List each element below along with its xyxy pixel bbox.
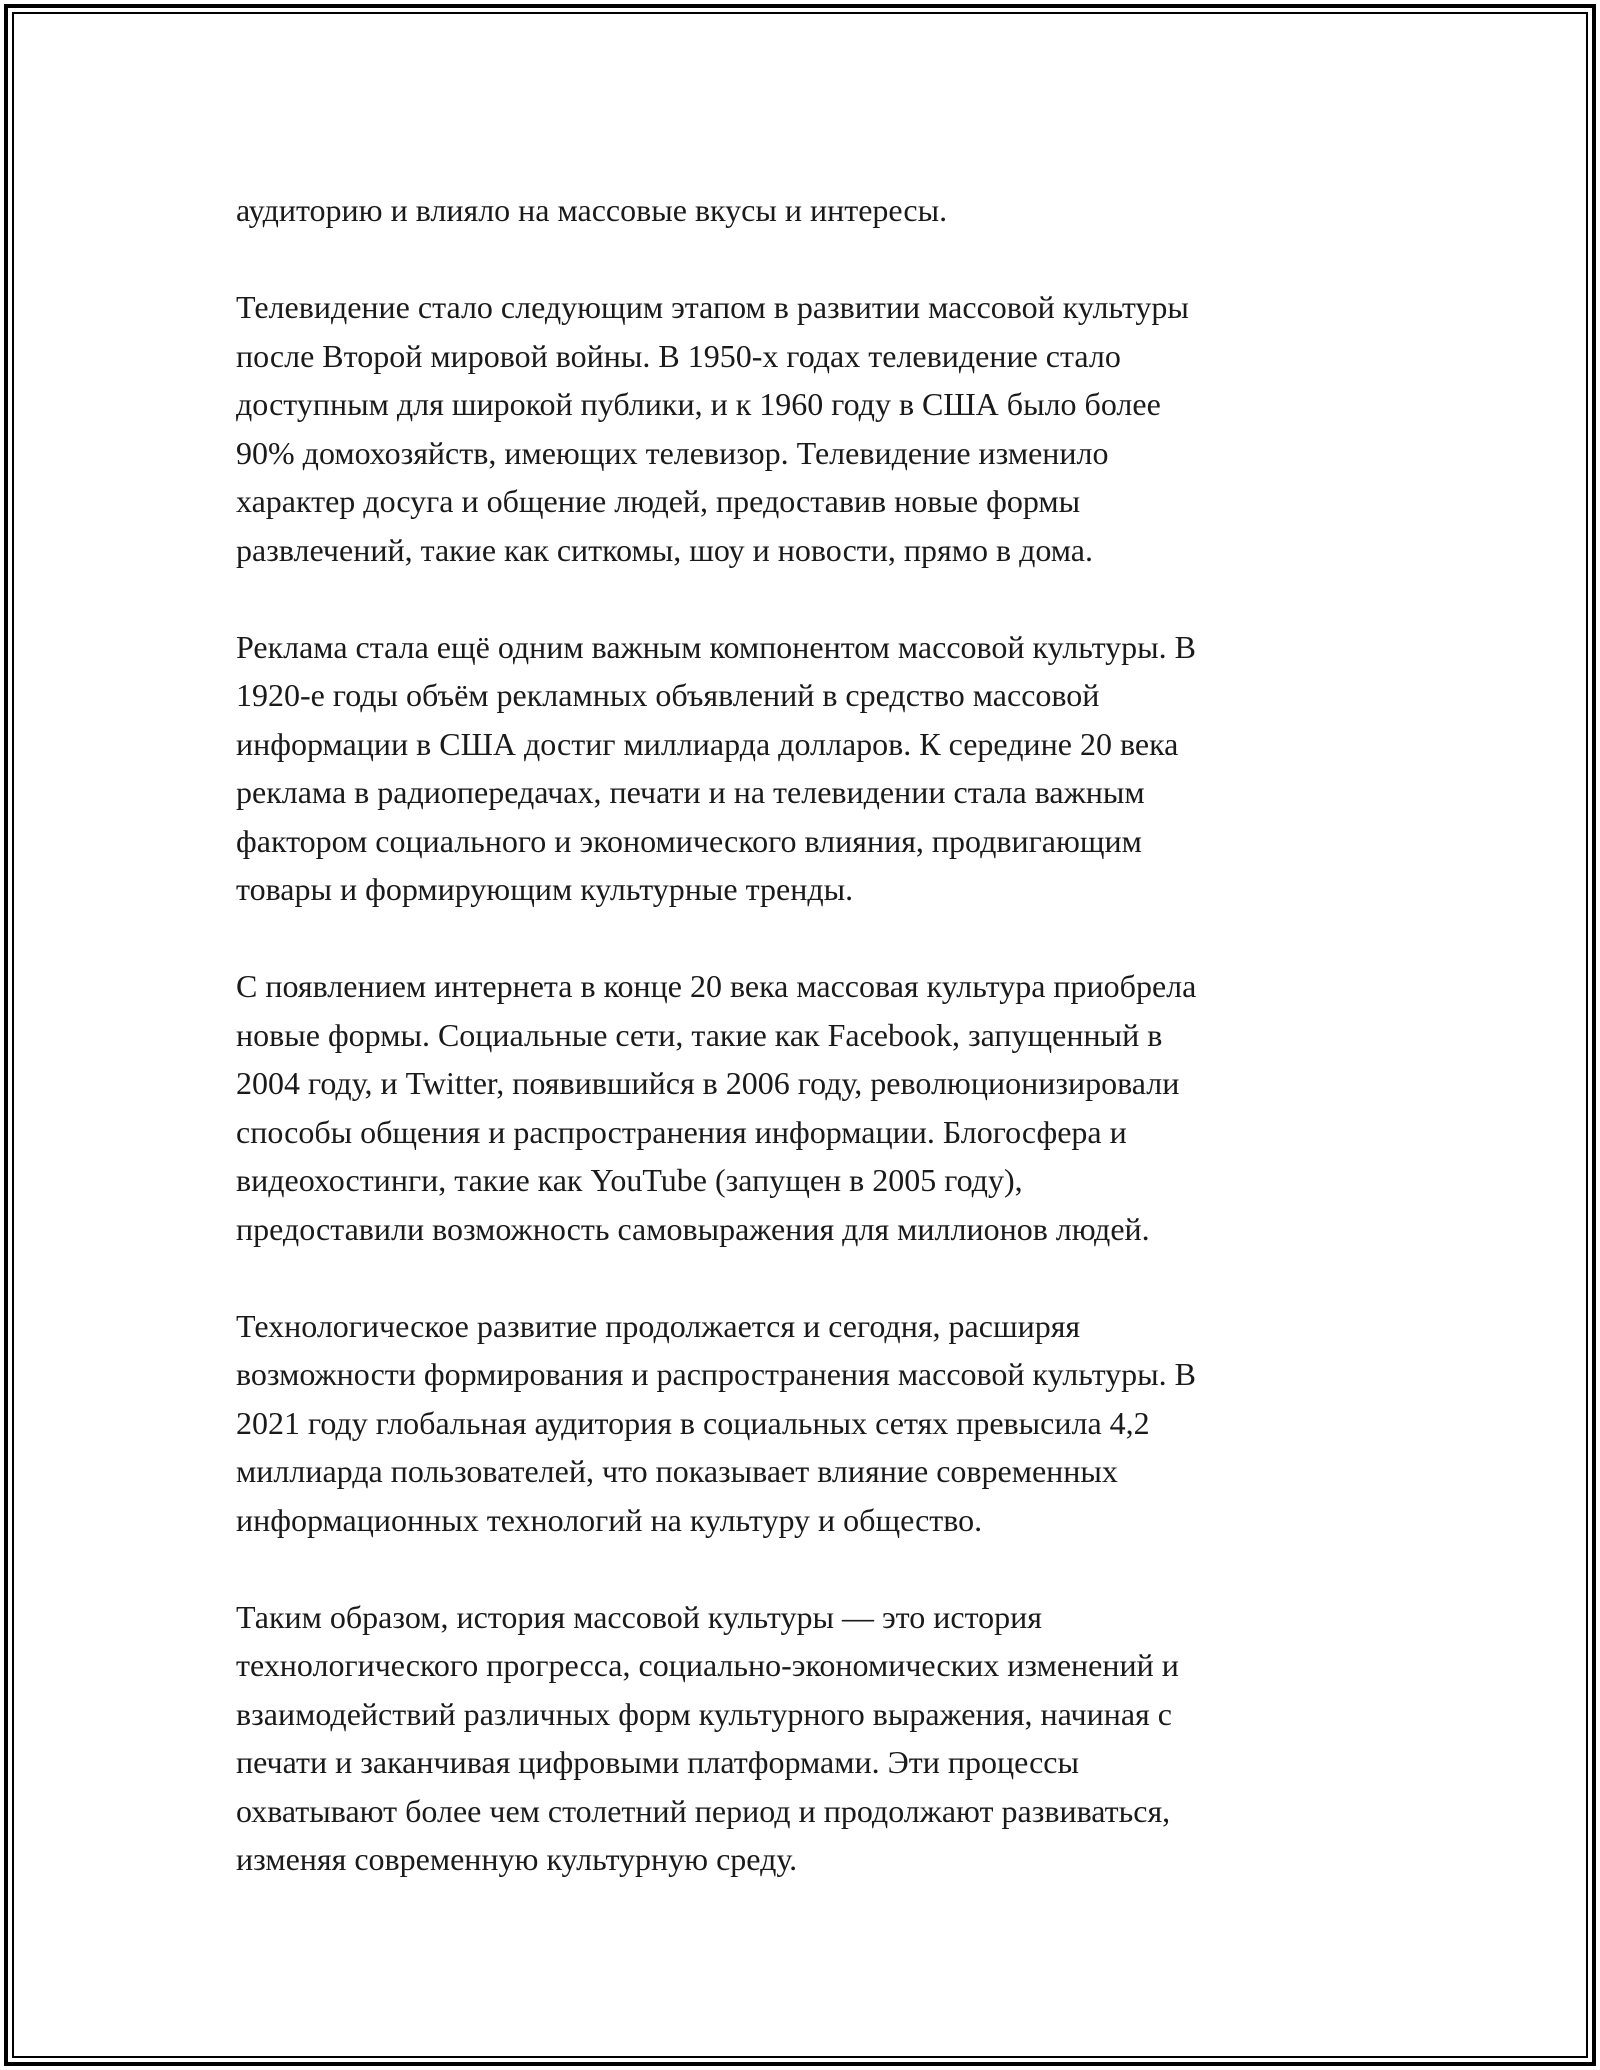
text-line: развлечений, такие как ситкомы, шоу и новости, прямо в дома. [236,531,1093,568]
text-line: характер досуга и общение людей, предоставив новые формы [236,483,1081,519]
paragraph [236,1593,1366,1884]
text-line: 1920-е годы объём рекламных объявлений в средство массовой [236,677,1100,713]
text-line: фактором социального и экономического влияния, продвигающим [236,822,1142,859]
text-line: после Второй мировой войны. В 1950-х годах телевидение стало [236,337,1121,374]
text-line: товары и формирующим культурные тренды. [236,871,854,907]
text-line: охватывают более чем столетний период и продолжают развиваться, [236,1792,1171,1829]
text-line: новые формы. Социальные сети, такие как Facebook, запущенный в [236,1016,1163,1053]
text-line: Реклама стала ещё одним важным компонентом массовой культуры. В [236,628,1196,665]
text-line: доступным для широкой публики, и к 1960 году в США было более [236,386,1161,422]
document-body [236,186,1366,1932]
text-line: способы общения и распространения информации. Блогосфера и [236,1113,1127,1150]
text-line: миллиарда пользователей, что показывает влияние современных [236,1453,1118,1489]
text-line: реклама в радиопередачах, печати и на телевидении стала важным [236,774,1145,810]
text-line: возможности формирования и распространения массовой культуры. В [236,1356,1196,1392]
paragraph [236,186,1366,235]
paragraph [236,962,1366,1253]
text-line: 90% домохозяйств, имеющих телевизор. Телевидение изменило [236,434,1109,471]
text-line: С появлением интернета в конце 20 века массовая культура приобрела [236,968,1197,1004]
text-line: Таким образом, история массовой культуры — это история [236,1598,1042,1635]
paragraph [236,1302,1366,1545]
text-line: предоставили возможность самовыражения для миллионов людей. [236,1210,1150,1247]
text-line: Телевидение стало следующим этапом в развитии массовой культуры [236,289,1189,325]
text-line: Технологическое развитие продолжается и сегодня, расширяя [236,1307,1081,1344]
text-line: информации в США достиг миллиарда долларов. К середине 20 века [236,725,1179,762]
text-line: информационных технологий на культуру и общество. [236,1501,983,1538]
text-line: 2004 году, и Twitter, появившийся в 2006 году, революционизировали [236,1065,1180,1101]
text-line: технологического прогресса, социально-экономических изменений и [236,1647,1179,1683]
paragraph [236,623,1366,914]
paragraph [236,283,1366,574]
text-line: аудиторию и влияло на массовые вкусы и интересы. [236,192,948,228]
text-line: видеохостинги, такие как YouTube (запущен в 2005 году), [236,1162,1023,1198]
text-line: 2021 году глобальная аудитория в социальных сетях превысила 4,2 [236,1404,1150,1441]
text-line: печати и заканчивая цифровыми платформами. Эти процессы [236,1744,1079,1780]
text-line: изменяя современную культурную среду. [236,1841,798,1877]
text-line: взаимодействий различных форм культурного выражения, начиная с [236,1695,1172,1732]
